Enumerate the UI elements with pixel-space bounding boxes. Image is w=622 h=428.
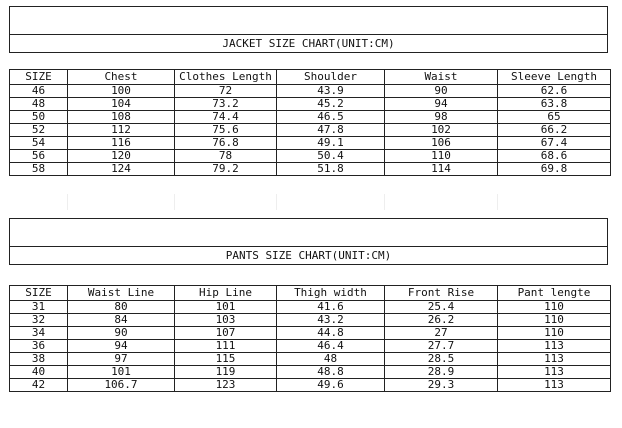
table-cell: 110 — [498, 327, 611, 340]
table-cell: 48 — [277, 353, 385, 366]
column-header: Hip Line — [175, 286, 277, 301]
table-cell: 51.8 — [277, 163, 385, 176]
table-cell: 46.5 — [277, 111, 385, 124]
table-cell: 46 — [10, 85, 68, 98]
jacket-chart-title: JACKET SIZE CHART(UNIT:CM) — [222, 37, 395, 50]
table-cell: 29.3 — [385, 379, 498, 392]
table-cell: 27.7 — [385, 340, 498, 353]
table-cell: 28.9 — [385, 366, 498, 379]
table-cell: 113 — [498, 340, 611, 353]
table-cell: 90 — [68, 327, 175, 340]
pants-title-spacer — [10, 219, 607, 247]
table-cell: 43.2 — [277, 314, 385, 327]
table-cell: 52 — [10, 124, 68, 137]
table-cell: 100 — [68, 85, 175, 98]
table-cell: 38 — [10, 353, 68, 366]
table-row — [10, 353, 611, 366]
table-cell: 25.4 — [385, 301, 498, 314]
table-cell: 56 — [10, 150, 68, 163]
table-cell: 119 — [175, 366, 277, 379]
column-header: SIZE — [10, 70, 68, 85]
table-cell: 48.8 — [277, 366, 385, 379]
table-cell: 75.6 — [175, 124, 277, 137]
table-cell: 47.8 — [277, 124, 385, 137]
table-row — [10, 163, 611, 176]
table-cell: 40 — [10, 366, 68, 379]
column-header: Waist — [385, 70, 498, 85]
table-row — [10, 327, 611, 340]
table-cell: 103 — [175, 314, 277, 327]
table-cell: 73.2 — [175, 98, 277, 111]
table-cell: 48 — [10, 98, 68, 111]
table-cell: 79.2 — [175, 163, 277, 176]
column-header: Waist Line — [68, 286, 175, 301]
table-cell: 110 — [498, 314, 611, 327]
table-cell: 36 — [10, 340, 68, 353]
pants-chart-title: PANTS SIZE CHART(UNIT:CM) — [225, 249, 392, 262]
table-cell: 108 — [68, 111, 175, 124]
table-cell: 113 — [498, 366, 611, 379]
table-cell: 50.4 — [277, 150, 385, 163]
table-cell: 84 — [68, 314, 175, 327]
table-row — [10, 85, 611, 98]
table-cell: 27 — [385, 327, 498, 340]
jacket-title-spacer — [10, 7, 607, 35]
table-cell: 62.6 — [498, 85, 611, 98]
table-cell: 74.4 — [175, 111, 277, 124]
table-row — [10, 98, 611, 111]
column-header: Pant lengte — [498, 286, 611, 301]
table-cell: 123 — [175, 379, 277, 392]
table-cell: 112 — [68, 124, 175, 137]
table-cell: 46.4 — [277, 340, 385, 353]
table-cell: 94 — [385, 98, 498, 111]
table-cell: 45.2 — [277, 98, 385, 111]
table-cell: 49.1 — [277, 137, 385, 150]
table-cell: 111 — [175, 340, 277, 353]
column-header: Sleeve Length — [498, 70, 611, 85]
table-row — [10, 366, 611, 379]
table-cell: 113 — [498, 379, 611, 392]
table-row — [10, 124, 611, 137]
table-cell: 69.8 — [498, 163, 611, 176]
table-cell: 66.2 — [498, 124, 611, 137]
table-cell: 32 — [10, 314, 68, 327]
table-cell: 65 — [498, 111, 611, 124]
pants-size-table — [9, 285, 611, 392]
table-cell: 110 — [385, 150, 498, 163]
table-cell: 58 — [10, 163, 68, 176]
table-cell: 90 — [385, 85, 498, 98]
table-cell: 115 — [175, 353, 277, 366]
table-cell: 116 — [68, 137, 175, 150]
table-header-row — [10, 70, 611, 85]
table-row — [10, 111, 611, 124]
table-cell: 42 — [10, 379, 68, 392]
jacket-title-box — [9, 6, 608, 53]
table-cell: 54 — [10, 137, 68, 150]
table-cell: 110 — [498, 301, 611, 314]
table-cell: 34 — [10, 327, 68, 340]
column-header: SIZE — [10, 286, 68, 301]
table-cell: 107 — [175, 327, 277, 340]
table-cell: 94 — [68, 340, 175, 353]
table-cell: 28.5 — [385, 353, 498, 366]
table-cell: 49.6 — [277, 379, 385, 392]
table-row — [10, 301, 611, 314]
table-cell: 120 — [68, 150, 175, 163]
table-cell: 102 — [385, 124, 498, 137]
table-cell: 113 — [498, 353, 611, 366]
table-cell: 98 — [385, 111, 498, 124]
table-cell: 44.8 — [277, 327, 385, 340]
table-cell: 97 — [68, 353, 175, 366]
table-row — [10, 314, 611, 327]
table-row — [10, 379, 611, 392]
table-cell: 104 — [68, 98, 175, 111]
table-cell: 101 — [68, 366, 175, 379]
table-cell: 106 — [385, 137, 498, 150]
table-cell: 63.8 — [498, 98, 611, 111]
table-cell: 26.2 — [385, 314, 498, 327]
table-cell: 68.6 — [498, 150, 611, 163]
column-header: Front Rise — [385, 286, 498, 301]
table-cell: 80 — [68, 301, 175, 314]
table-cell: 101 — [175, 301, 277, 314]
table-cell: 114 — [385, 163, 498, 176]
table-header-row — [10, 286, 611, 301]
table-cell: 41.6 — [277, 301, 385, 314]
jacket-gap-grid — [9, 194, 610, 210]
table-cell: 72 — [175, 85, 277, 98]
table-cell: 78 — [175, 150, 277, 163]
table-cell: 43.9 — [277, 85, 385, 98]
table-cell: 106.7 — [68, 379, 175, 392]
column-header: Chest — [68, 70, 175, 85]
column-header: Shoulder — [277, 70, 385, 85]
table-cell: 76.8 — [175, 137, 277, 150]
table-row — [10, 150, 611, 163]
table-cell: 67.4 — [498, 137, 611, 150]
table-cell: 124 — [68, 163, 175, 176]
pants-title-box — [9, 218, 608, 265]
column-header: Clothes Length — [175, 70, 277, 85]
table-row — [10, 137, 611, 150]
column-header: Thigh width — [277, 286, 385, 301]
table-cell: 31 — [10, 301, 68, 314]
table-cell: 50 — [10, 111, 68, 124]
table-row — [10, 340, 611, 353]
jacket-size-table — [9, 69, 611, 176]
